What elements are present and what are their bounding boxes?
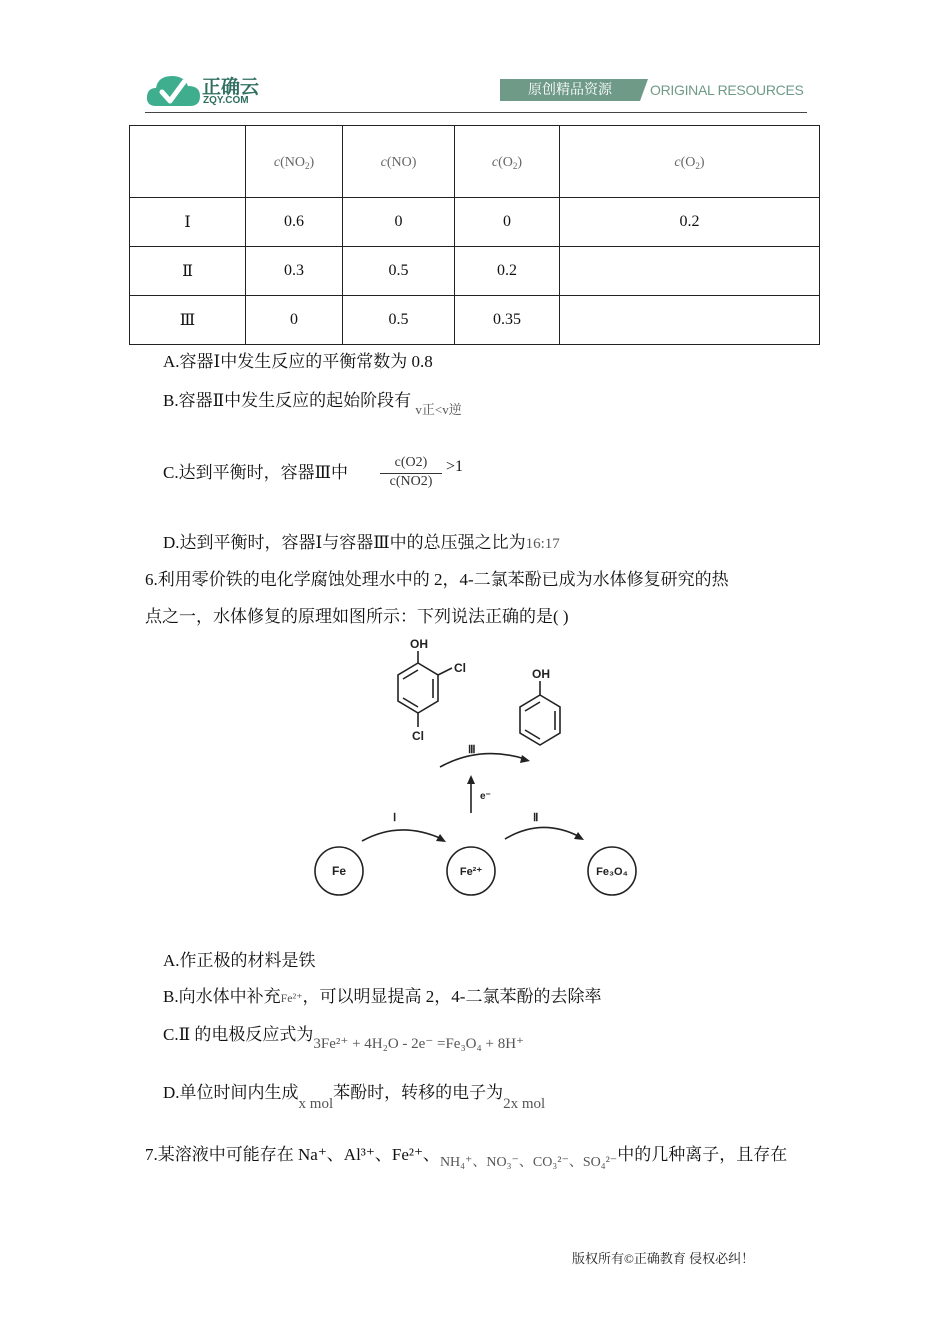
cl-label-2: Cl [412, 729, 424, 743]
fe3o4-label: Fe₃O₄ [596, 866, 628, 878]
q5-option-a: A.容器Ⅰ中发生反应的平衡常数为 0.8 [163, 352, 433, 371]
table-header-row [130, 126, 820, 198]
q6-option-c-pre: C.Ⅱ 的电极反应式为 [163, 1025, 314, 1044]
q6-option-b-post: ，可以明显提高 2，4-二氯苯酚的去除率 [302, 987, 602, 1006]
q6-option-d-amount-1: x mol [298, 1096, 334, 1112]
concentration-table [129, 125, 820, 345]
q5-option-c-relation: >1 [446, 458, 464, 475]
q6-option-b-ion: Fe²⁺ [280, 991, 303, 1005]
q6-option-c [163, 1020, 524, 1052]
logo-en: ZQY.COM [203, 95, 249, 106]
q7-stem-pre: 7.某溶液中可能存在 Na⁺、Al³⁺、Fe²⁺、 [145, 1145, 440, 1164]
table-cell [560, 247, 820, 296]
table-header-cell: $c(O_2)$ [455, 126, 560, 198]
q5-option-d-text: D.达到平衡时，容器Ⅰ与容器Ⅲ中的总压强之比为 [163, 533, 526, 552]
q6-option-b [163, 982, 601, 1007]
q7-ions: NH₄⁺、NO₃⁻、CO₃²⁻、SO₄²⁻ [439, 1155, 618, 1170]
table-header-cell: $c(NO_2)$ [246, 126, 343, 198]
electron-label: e⁻ [480, 791, 491, 802]
phenol-structure [520, 681, 560, 745]
q7-stem [145, 1140, 788, 1170]
q6-option-b-pre: B.向水体中补充 [163, 987, 281, 1006]
q5-option-d [163, 528, 560, 553]
table-cell: Ⅱ [130, 247, 246, 296]
q5-option-b [163, 386, 462, 417]
table-header-cell [130, 126, 246, 198]
q6-option-d-mid: 苯酚时，转移的电子为 [333, 1083, 504, 1102]
original-resources-banner [500, 79, 806, 101]
table-cell: 0 [455, 198, 560, 247]
step-1-arrow [362, 830, 442, 841]
table-cell: 0.2 [560, 198, 820, 247]
table-cell: 0.3 [246, 247, 343, 296]
table-cell: 0.5 [343, 296, 455, 345]
q5-option-d-ratio: 16:17 [525, 536, 560, 552]
q5-fraction-numerator: c(O2) [394, 455, 428, 470]
q5-fraction-denominator: c(NO2) [380, 473, 442, 490]
dichlorophenol-structure [398, 651, 452, 727]
q6-option-d [163, 1078, 546, 1112]
table-cell: Ⅲ [130, 296, 246, 345]
fe2-label: Fe²⁺ [459, 866, 483, 878]
header-divider [145, 112, 807, 113]
cl-label-1: Cl [454, 661, 466, 675]
table-cell: 0.35 [455, 296, 560, 345]
step-1-label: Ⅰ [393, 812, 397, 824]
table-row [130, 247, 820, 296]
q5-fraction [380, 455, 442, 490]
reaction-diagram [300, 635, 660, 905]
table-cell: 0 [246, 296, 343, 345]
copyright-footer: 版权所有©正确教育 侵权必纠！ [572, 1251, 755, 1266]
q6-option-d-amount-2: 2x mol [503, 1096, 546, 1112]
q6-option-c-equation: 3Fe²⁺ + 4H₂O - 2e⁻ =Fe₃O₄ + 8H⁺ [313, 1036, 524, 1052]
table-row [130, 198, 820, 247]
table-row [130, 296, 820, 345]
banner-cn: 原创精品资源 [500, 79, 640, 101]
q5-option-b-formula: v正<v逆 [415, 402, 462, 417]
table-cell: 0.6 [246, 198, 343, 247]
logo [146, 68, 261, 110]
table-cell: 0 [343, 198, 455, 247]
banner-en: ORIGINAL RESOURCES [650, 82, 804, 98]
table-cell: 0.2 [455, 247, 560, 296]
q5-option-c [163, 458, 348, 483]
step-3-label: Ⅲ [468, 744, 476, 756]
logo-cn: 正确云 [202, 77, 260, 98]
q7-stem-post: 中的几种离子，且存在 [617, 1145, 788, 1164]
step-3-arrow [440, 754, 525, 767]
q6-stem-line-1: 6.利用零价铁的电化学腐蚀处理水中的 2，4-二氯苯酚已成为水体修复研究的热 [145, 570, 729, 589]
q5-option-b-text: B.容器Ⅱ中发生反应的起始阶段有 [163, 391, 412, 410]
fe-label: Fe [331, 864, 347, 878]
table-header-cell: c(NO) [343, 126, 455, 198]
oh-label-right: OH [532, 667, 550, 681]
q6-option-a: A.作正极的材料是铁 [163, 951, 316, 970]
q5-option-c-text: C.达到平衡时，容器Ⅲ中 [163, 463, 348, 482]
table-cell: 0.5 [343, 247, 455, 296]
table-header-cell: $c(O_2)$ [560, 126, 820, 198]
oh-label-top: OH [410, 637, 428, 651]
table-cell [560, 296, 820, 345]
q6-stem-line-2: 点之一，水体修复的原理如图所示：下列说法正确的是( ) [145, 607, 569, 626]
table-cell: Ⅰ [130, 198, 246, 247]
step-2-label: Ⅱ [533, 812, 539, 824]
logo-cloud-icon [146, 68, 202, 110]
step-2-arrow [505, 827, 580, 839]
q6-option-d-pre: D.单位时间内生成 [163, 1083, 299, 1102]
